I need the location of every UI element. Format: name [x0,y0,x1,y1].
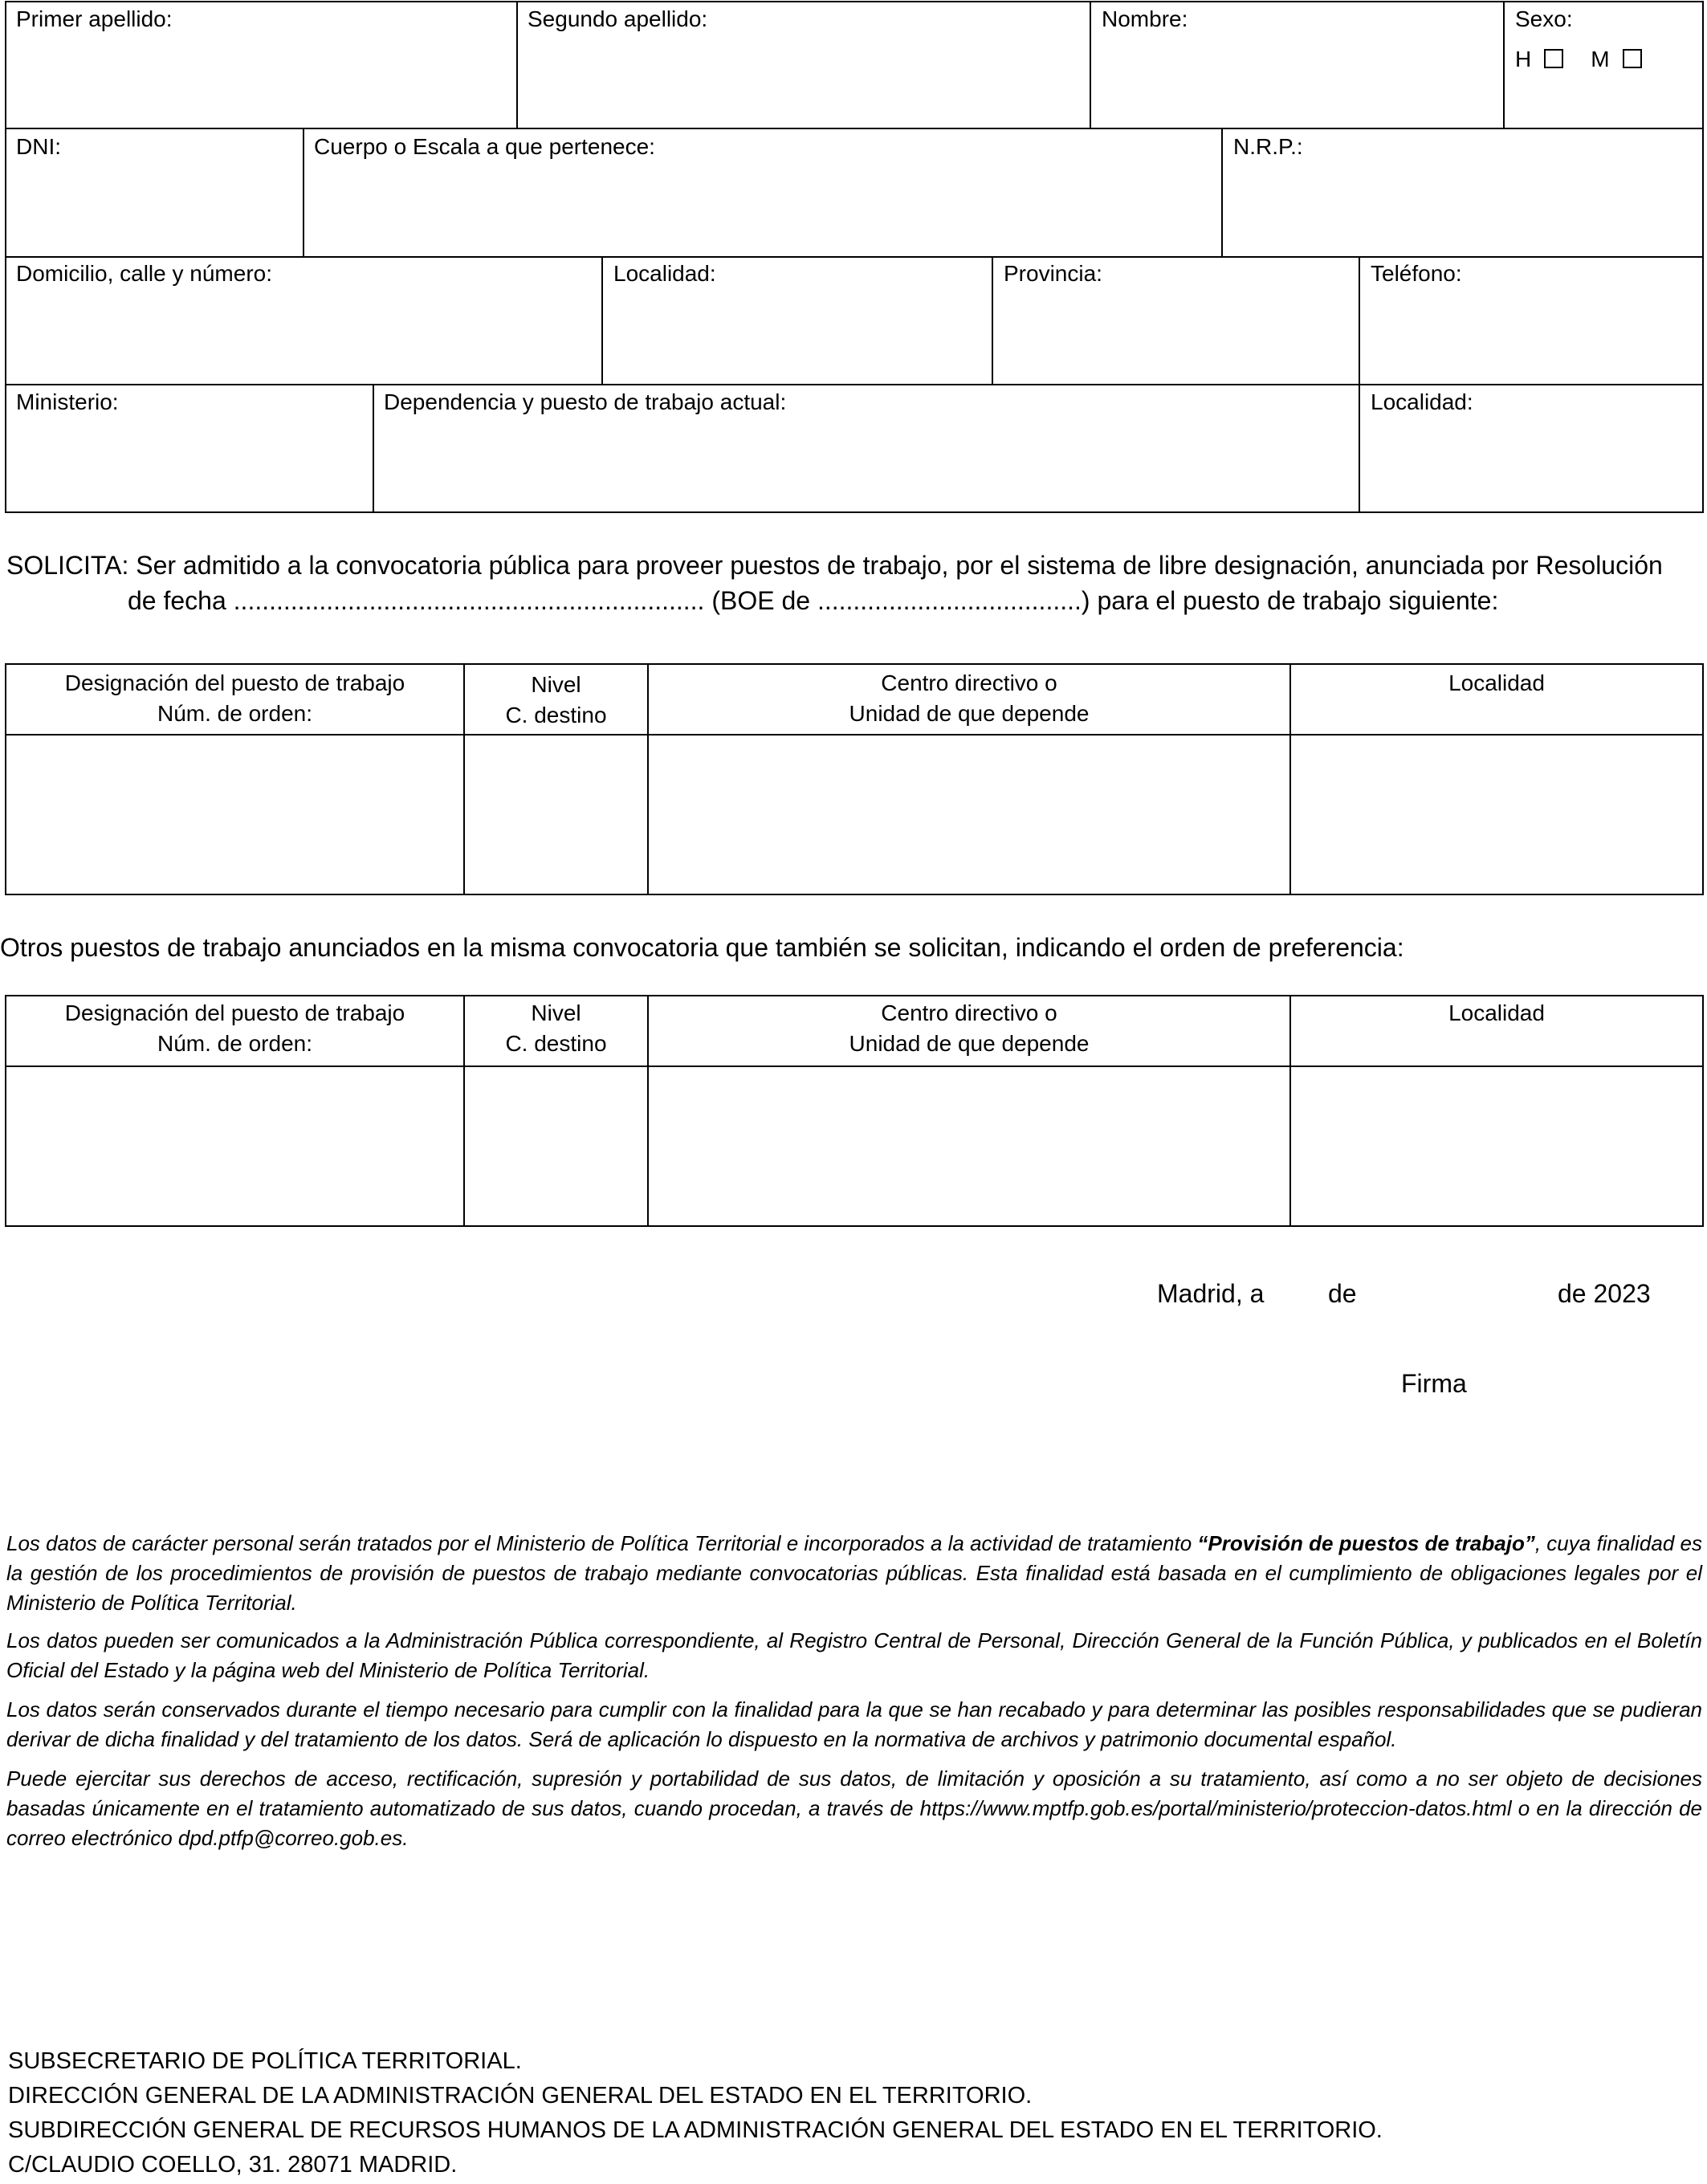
nombre-label: Nombre: [1102,6,1188,31]
domicilio-label: Domicilio, calle y número: [16,261,272,286]
fecha-year: de 2023 [1558,1279,1651,1308]
address-line-2: DIRECCIÓN GENERAL DE LA ADMINISTRACIÓN GENERAL DEL ESTADO EN EL TERRITORIO. [8,2083,1033,2109]
nombre-field[interactable] [1102,5,1188,34]
cell2-nivel[interactable] [466,1068,646,1224]
legal-p1-end: , cuya finalidad es la gestión de los procedimientos de provisión de puestos de trabajo mediante convocatorias públicas. Esta finalidad está basada en el cumplimiento de obligaciones legales por el Ministerio de Política Territorial. [6,1531,1702,1615]
legal-p1-bold: “Provisión de puestos de trabajo” [1197,1531,1535,1555]
legal-paragraph-1 [6,1529,1702,1618]
th-centro-line2: Unidad de que depende [849,701,1090,726]
provincia-label: Provincia: [1004,261,1102,286]
legal-paragraph-4: Puede ejercitar sus derechos de acceso, rectificación, supresión y portabilidad de sus datos, de limitación y oposición a su tratamiento, así como a no ser objeto de decisiones basadas únicamente en el tratamiento automatizado de sus datos, cuando procedan, a través de https://www.mptfp.gob.es/portal/ministerio/proteccion-datos.html o en la dirección de correo electrónico dpd.ptfp@correo.gob.es. [6,1766,1702,1850]
cell-localidad[interactable] [1292,736,1701,893]
localidad-actual-label: Localidad: [1371,389,1473,414]
cell-centro[interactable] [650,736,1289,893]
ministerio-field[interactable] [16,388,119,417]
cuerpo-field[interactable] [314,132,655,161]
primer-apellido-field[interactable] [16,5,173,34]
th2-designacion-line1: Designación del puesto de trabajo [64,1000,405,1025]
segundo-apellido-label: Segundo apellido: [528,6,708,31]
nrp-label: N.R.P.: [1233,134,1303,159]
th-nivel [464,670,648,731]
th-designacion-line2: Núm. de orden: [157,701,312,726]
dni-label: DNI: [16,134,61,159]
th2-designacion-line2: Núm. de orden: [157,1031,312,1056]
solicita-line-2: de fecha .................................................................. (BOE de .....................................) para el puesto de trabajo siguiente: [128,586,1499,615]
localidad-label: Localidad: [613,261,716,286]
sexo-m-label: M [1591,47,1610,71]
address-line-3: SUBDIRECCIÓN GENERAL DE RECURSOS HUMANOS DE LA ADMINISTRACIÓN GENERAL DEL ESTADO EN EL TERRITORIO. [8,2117,1383,2143]
dependencia-label: Dependencia y puesto de trabajo actual: [384,389,787,414]
th2-localidad: Localidad [1448,1000,1545,1025]
th2-centro-line2: Unidad de que depende [849,1031,1090,1056]
address-line-4: C/CLAUDIO COELLO, 31. 28071 MADRID. [8,2152,458,2178]
nrp-field[interactable] [1233,132,1303,161]
firma-label: Firma [1401,1369,1467,1398]
th-localidad: Localidad [1448,670,1545,695]
sexo-options [1515,47,1669,72]
ministerio-label: Ministerio: [16,389,119,414]
th2-nivel [464,998,648,1059]
fecha-madrid: Madrid, a [1157,1279,1265,1308]
localidad-field[interactable] [613,259,716,288]
th2-centro-line1: Centro directivo o [881,1000,1057,1025]
th-centro-line1: Centro directivo o [881,670,1057,695]
solicita-line-1: SOLICITA: Ser admitido a la convocatoria pública para proveer puestos de trabajo, por el sistema de libre designación, anunciada por Resolución [6,551,1663,580]
cell2-centro[interactable] [650,1068,1289,1224]
sexo-h-label: H [1515,47,1532,71]
th2-designacion [6,998,464,1059]
telefono-label: Teléfono: [1371,261,1462,286]
cell-nivel[interactable] [466,736,646,893]
legal-p1-start: Los datos de carácter personal serán tratados por el Ministerio de Política Territorial e incorporados a la actividad de tratamiento [6,1531,1198,1555]
primer-apellido-label: Primer apellido: [16,6,173,31]
th2-centro [648,998,1290,1059]
telefono-field[interactable] [1371,259,1462,288]
th-nivel-line1: Nivel [531,672,581,697]
th2-nivel-line2: C. destino [505,1031,607,1056]
cuerpo-label: Cuerpo o Escala a que pertenece: [314,134,655,159]
legal-notice [6,1529,1702,1853]
cell-designacion[interactable] [7,736,462,893]
cell2-designacion[interactable] [7,1068,462,1224]
legal-paragraph-3: Los datos serán conservados durante el tiempo necesario para cumplir con la finalidad para la que se han recabado y para determinar las posibles responsabilidades que se pudieran derivar de dicha finalidad y del tratamiento de los datos. Será de aplicación lo dispuesto en la normativa de archivos y patrimonio documental español. [6,1697,1702,1751]
legal-paragraph-2: Los datos pueden ser comunicados a la Administración Pública correspondiente, al Registro Central de Personal, Dirección General de la Función Pública, y publicados en el Boletín Oficial del Estado y la página web del Ministerio de Política Territorial. [6,1628,1702,1682]
provincia-field[interactable] [1004,259,1102,288]
th2-nivel-line1: Nivel [531,1000,581,1025]
dni-field[interactable] [16,132,61,161]
th-designacion-line1: Designación del puesto de trabajo [64,670,405,695]
th-centro [648,668,1290,729]
sexo-m-checkbox[interactable] [1623,49,1642,68]
segundo-apellido-field[interactable] [528,5,707,34]
localidad-actual-field[interactable] [1371,388,1473,417]
fecha-de: de [1328,1279,1357,1308]
dependencia-field[interactable] [384,388,786,417]
sexo-label: Sexo: [1515,6,1573,31]
sexo-h-checkbox[interactable] [1544,49,1563,68]
address-line-1: SUBSECRETARIO DE POLÍTICA TERRITORIAL. [8,2048,522,2074]
cell2-localidad[interactable] [1292,1068,1701,1224]
th-nivel-line2: C. destino [505,703,607,727]
domicilio-field[interactable] [16,259,272,288]
otros-puestos-text: Otros puestos de trabajo anunciados en la misma convocatoria que también se solicitan, indicando el orden de preferencia: [0,933,1404,962]
th-designacion [6,668,464,729]
